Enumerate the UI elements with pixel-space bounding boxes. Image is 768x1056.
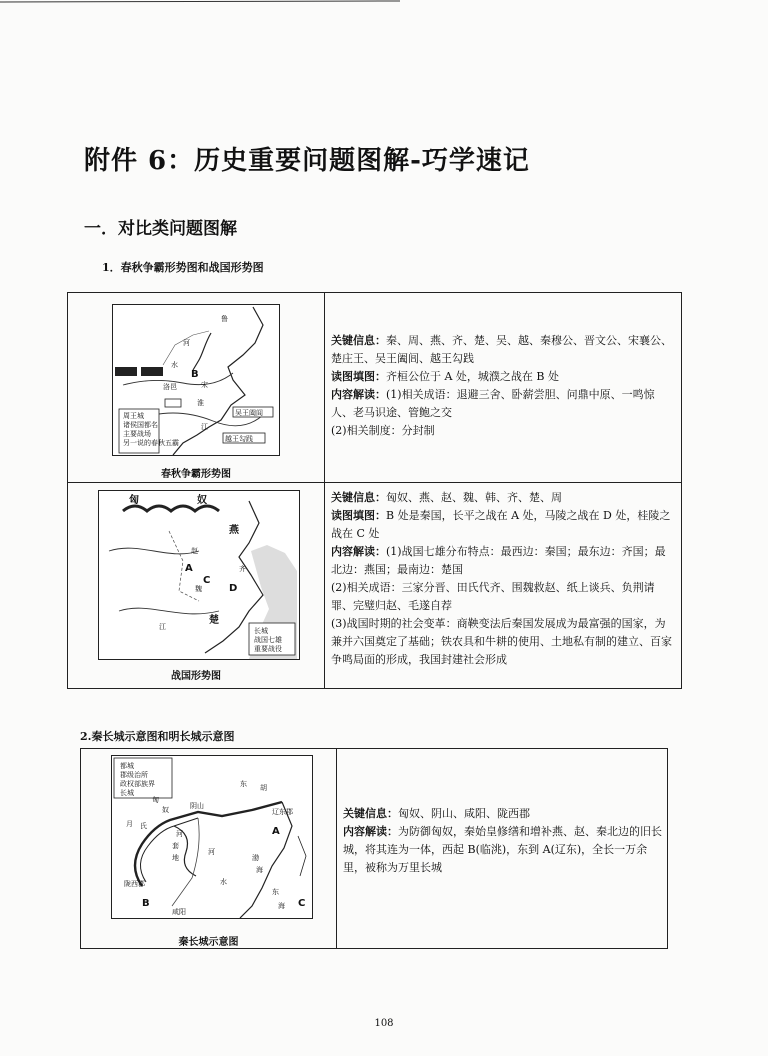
info-label: 读图填图： xyxy=(331,509,386,522)
info-line xyxy=(331,422,676,440)
map-label-liaodong: 辽东郡 xyxy=(272,808,293,816)
info-line xyxy=(331,579,676,615)
page-number: 108 xyxy=(374,1018,394,1029)
map-label-xianyang: 咸阳 xyxy=(172,908,186,916)
map-label-b: B xyxy=(142,898,150,909)
page-top-rule xyxy=(0,0,768,8)
info-text: 为防御匈奴，秦始皇修缮和增补燕、赵、秦北边的旧长城，将其连为一体，西起 B(临洮)，东到 A(辽东)，全长一万余里，被称为万里长城 xyxy=(343,825,662,874)
map-label-nu: 奴 xyxy=(162,806,169,814)
info-cell xyxy=(325,293,682,483)
map-label-dong: 东 xyxy=(240,780,247,788)
info-label: 关键信息： xyxy=(331,491,386,504)
info-text: (1)相关成语：退避三舍、卧薪尝胆、问鼎中原、一鸣惊人、老马识途、管鲍之交 xyxy=(331,388,655,419)
info-label: 内容解读： xyxy=(331,545,386,558)
legend-item: 长城 xyxy=(120,789,134,797)
map-label-sea: 海 xyxy=(278,902,285,910)
info-line xyxy=(331,368,676,386)
info-line xyxy=(331,489,676,507)
map-label-bo: 渤 xyxy=(252,854,259,862)
map-label-c: C xyxy=(203,575,211,586)
map-label-yinshan: 阴山 xyxy=(190,802,204,810)
info-text: (3)战国时期的社会变革：商鞅变法后秦国发展成为最富强的国家，为兼并六国奠定了基础；铁农具和牛耕的使用、土地私有制的建立、百家争鸣局面的形成，我国封建社会形成 xyxy=(331,617,672,666)
section-heading: 一．对比类问题图解 xyxy=(84,219,237,239)
map-caption: 春秋争霸形势图 xyxy=(161,469,231,480)
map-label-yan: 燕 xyxy=(229,525,239,536)
info-line xyxy=(331,332,676,368)
item2-heading: 2.秦长城示意图和明长城示意图 xyxy=(80,730,235,743)
info-label: 关键信息： xyxy=(331,334,386,347)
comparison-table-2 xyxy=(80,748,668,949)
map-cell-qin-wall xyxy=(81,749,337,949)
map-cell-warring-states xyxy=(68,483,325,689)
legend-item: 郡级治所 xyxy=(120,771,148,779)
map-label-hu: 胡 xyxy=(260,784,267,792)
comparison-table-1 xyxy=(67,292,682,689)
info-label: 关键信息： xyxy=(343,807,398,820)
table-row xyxy=(81,749,668,949)
info-line xyxy=(331,507,676,543)
info-label: 内容解读： xyxy=(331,388,386,401)
map-label-song: 宋 xyxy=(201,381,208,389)
map-label-he: 河 xyxy=(176,830,183,838)
info-text: (2)相关成语：三家分晋、田氏代齐、围魏救赵、纸上谈兵、负荆请罪、完璧归赵、毛遂自荐 xyxy=(331,581,655,612)
map-label-a: A xyxy=(272,826,280,837)
info-text: (1)战国七雄分布特点：最西边：秦国；最东边：齐国；最北边：燕国；最南边：楚国 xyxy=(331,545,666,576)
legend-item: 都城 xyxy=(120,762,134,770)
map-label-yue: 月 xyxy=(126,820,133,828)
map-label-c: C xyxy=(298,898,306,909)
map-label-wu: 吴王阖闾 xyxy=(235,409,263,417)
map-label-hai: 海 xyxy=(256,866,263,874)
map-label-xiong: 匈 xyxy=(129,495,139,506)
document-title: 附件 6：历史重要问题图解-巧学速记 xyxy=(84,146,530,176)
info-text: B 处是秦国，长平之战在 A 处，马陵之战在 D 处，桂陵之战在 C 处 xyxy=(331,509,671,540)
map-label-di: 地 xyxy=(172,854,179,862)
map-label-he: 河 xyxy=(183,339,190,347)
map-label-wei: 魏 xyxy=(195,585,202,593)
info-label: 内容解读： xyxy=(343,825,398,838)
map-label-tao: 套 xyxy=(172,842,179,850)
table-row xyxy=(68,483,682,689)
info-cell xyxy=(337,749,668,949)
legend-item: 政权部族界 xyxy=(120,780,155,788)
map-spring-autumn xyxy=(112,304,280,456)
legend-item: 主要战场 xyxy=(123,430,151,438)
map-qin-great-wall xyxy=(111,755,313,919)
map-label-yue: 越王勾践 xyxy=(225,435,253,443)
info-text: 齐桓公位于 A 处，城濮之战在 B 处 xyxy=(386,370,560,383)
map-label-east: 东 xyxy=(272,888,279,896)
map-warring-states xyxy=(98,490,300,660)
info-line xyxy=(343,805,662,823)
info-line xyxy=(331,543,676,579)
info-line xyxy=(343,823,662,877)
map-label-a: A xyxy=(185,563,193,574)
map-caption: 秦长城示意图 xyxy=(178,937,239,948)
map-label-lu: 鲁 xyxy=(221,315,228,323)
info-line xyxy=(331,386,676,422)
map-label-zhao: 赵 xyxy=(191,547,198,555)
map-label-chu: 楚 xyxy=(209,615,219,626)
map-label-d: D xyxy=(229,583,238,594)
map-label-luoyi: 洛邑 xyxy=(163,383,177,391)
legend-item: 诸侯国都名 xyxy=(123,421,158,429)
map-caption: 战国形势图 xyxy=(171,671,221,682)
info-text: 秦、周、燕、齐、楚、吴、越、秦穆公、晋文公、宋襄公、楚庄王、吴王阖闾、越王勾践 xyxy=(331,334,672,365)
info-text: 匈奴、阴山、咸阳、陇西郡 xyxy=(398,807,530,820)
map-label-xiong: 匈 xyxy=(152,796,159,804)
map-label-nu: 奴 xyxy=(197,495,207,506)
map-label-river: 河 xyxy=(208,848,215,856)
map-label-huai: 淮 xyxy=(197,399,204,407)
map-label-b: B xyxy=(191,369,199,380)
map-label-shui: 水 xyxy=(171,361,178,369)
legend-item: 另一说的春秋五霸 xyxy=(123,439,179,447)
info-text: (2)相关制度：分封制 xyxy=(331,424,435,437)
legend-item: 战国七雄 xyxy=(254,636,282,644)
info-text: 匈奴、燕、赵、魏、韩、齐、楚、周 xyxy=(386,491,562,504)
map-label-shui: 水 xyxy=(220,878,227,886)
info-line xyxy=(331,615,676,669)
map-label-qi: 齐 xyxy=(239,565,246,573)
table-row xyxy=(68,293,682,483)
item1-heading: 1．春秋争霸形势图和战国形势图 xyxy=(102,261,264,274)
map-label-jiang: 江 xyxy=(159,623,166,631)
map-label-shi: 氏 xyxy=(140,822,147,830)
map-label-longxi: 陇西郡 xyxy=(124,880,145,888)
legend-item: 长城 xyxy=(254,627,268,635)
legend-item: 重要战役 xyxy=(254,645,282,653)
map-label-jiang: 江 xyxy=(201,423,208,431)
map-cell-spring-autumn xyxy=(68,293,325,483)
info-label: 读图填图： xyxy=(331,370,386,383)
legend-item: 周王城 xyxy=(123,412,144,420)
info-cell xyxy=(325,483,682,689)
